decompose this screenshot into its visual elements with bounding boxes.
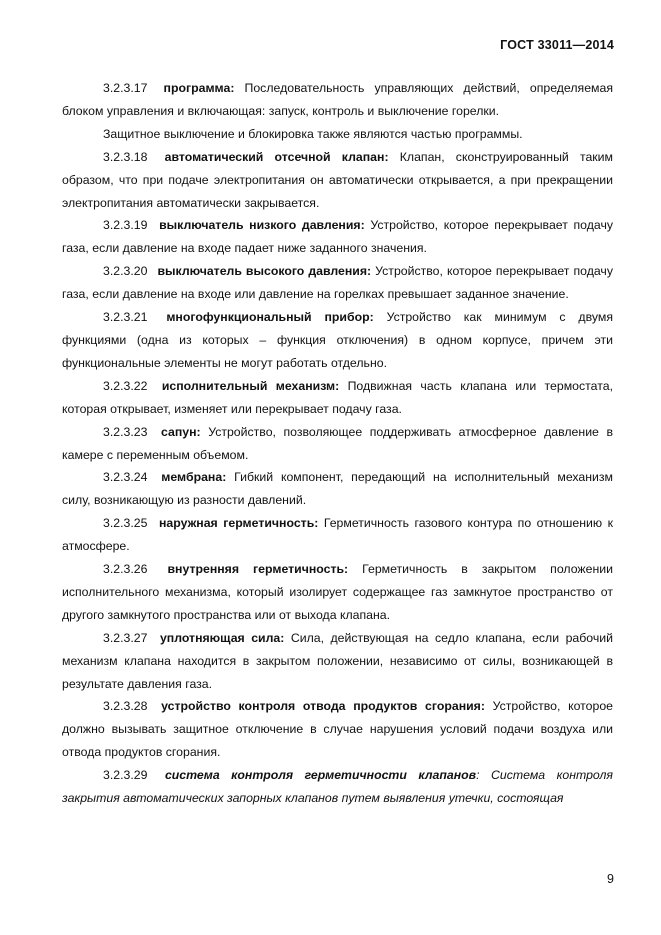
definition: Устройство, позволяющее поддерживать атмосферное давление в камере с переменным объемом. (62, 424, 613, 462)
document-code-header: ГОСТ 33011—2014 (500, 38, 614, 52)
definition-paragraph (62, 214, 613, 260)
document-body (62, 77, 613, 810)
note-paragraph (62, 123, 613, 146)
definition-paragraph (62, 306, 613, 375)
definition: Устройство, которое должно вызывать защитное отключение в случае нарушения условий подачи воздуха или отвода продуктов сгорания. (62, 699, 613, 760)
definition: : Система контроля закрытия автоматических запорных клапанов путем выявления утечки, состоящая (62, 768, 613, 806)
definition-paragraph (62, 77, 613, 123)
page-number: 9 (607, 872, 614, 886)
term: автоматический отсечной клапан: (164, 149, 389, 164)
definition-paragraph (62, 558, 613, 627)
term: выключатель высокого давления: (157, 264, 372, 279)
note-text: Защитное выключение и блокировка также являются частью программы. (103, 126, 523, 141)
term: уплотняющая сила: (159, 630, 285, 645)
definition: Устройство как минимум с двумя функциями (одна из которых – функция отключения) в одном корпусе, причем эти функциональные элементы не могут работать отдельно. (62, 310, 613, 370)
term: внутренняя герметичность: (167, 562, 349, 577)
definition-paragraph (62, 260, 613, 306)
definition: Клапан, сконструированный таким образом, что при подаче электропитания он автоматически открывается, а при прекращении электропитания автоматически закрывается. (62, 149, 614, 210)
definition: Подвижная часть клапана или термостата, которая открывает, изменяет или перекрывает подачу газа. (62, 378, 613, 416)
term: устройство контроля отвода продуктов сгорания: (161, 699, 485, 714)
definition-paragraph (62, 146, 613, 215)
definition: Сила, действующая на седло клапана, если рабочий механизм клапана находится в закрытом положении, независимо от силы, возникающей в результате давления газа. (62, 630, 614, 691)
term: мембрана: (161, 470, 227, 485)
clause-number: 3.2.3.19 (103, 218, 148, 233)
definition: Герметичность газового контура по отношению к атмосфере. (62, 516, 613, 554)
term: многофункциональный прибор: (166, 310, 374, 325)
term: наружная герметичность: (158, 516, 319, 531)
definition-paragraph (62, 466, 613, 512)
clause-number: 3.2.3.20 (103, 264, 148, 279)
term: система контроля герметичности клапанов (164, 768, 477, 783)
clause-number: 3.2.3.18 (103, 149, 148, 164)
clause-number: 3.2.3.21 (103, 310, 148, 325)
clause-number: 3.2.3.27 (103, 630, 148, 645)
definition: Герметичность в закрытом положении исполнительного механизма, который изолирует содержащее газ замкнутое пространство от другого замкнутого пространства или от выхода клапана. (62, 562, 613, 622)
definition-paragraph (62, 627, 613, 696)
definition: Гибкий компонент, передающий на исполнительный механизм силу, возникающую из разности давлений. (62, 470, 613, 508)
definition-paragraph (62, 375, 613, 421)
clause-number: 3.2.3.25 (103, 516, 148, 531)
clause-number: 3.2.3.17 (103, 81, 148, 95)
clause-number: 3.2.3.29 (103, 768, 148, 783)
clause-number: 3.2.3.24 (103, 470, 148, 485)
term: программа: (163, 81, 235, 95)
definition: Последовательность управляющих действий, определяемая блоком управления и включающая: запуск, контроль и выключение горелки. (62, 81, 613, 118)
term: исполнительный механизм: (161, 378, 340, 393)
definition: Устройство, которое перекрывает подачу газа, если давление на входе или давление на горелках превышает заданное значение. (62, 264, 613, 302)
term: сапун: (161, 424, 201, 439)
definition-paragraph (62, 695, 613, 764)
definition-paragraph (62, 421, 613, 467)
clause-number: 3.2.3.28 (103, 699, 148, 714)
definition-paragraph (62, 764, 613, 810)
clause-number: 3.2.3.26 (103, 562, 148, 577)
term: выключатель низкого давления: (159, 218, 365, 233)
clause-number: 3.2.3.22 (103, 378, 148, 393)
definition: Устройство, которое перекрывает подачу газа, если давление на входе падает ниже заданного значения. (62, 218, 614, 256)
definition-paragraph (62, 512, 613, 558)
clause-number: 3.2.3.23 (103, 424, 148, 439)
